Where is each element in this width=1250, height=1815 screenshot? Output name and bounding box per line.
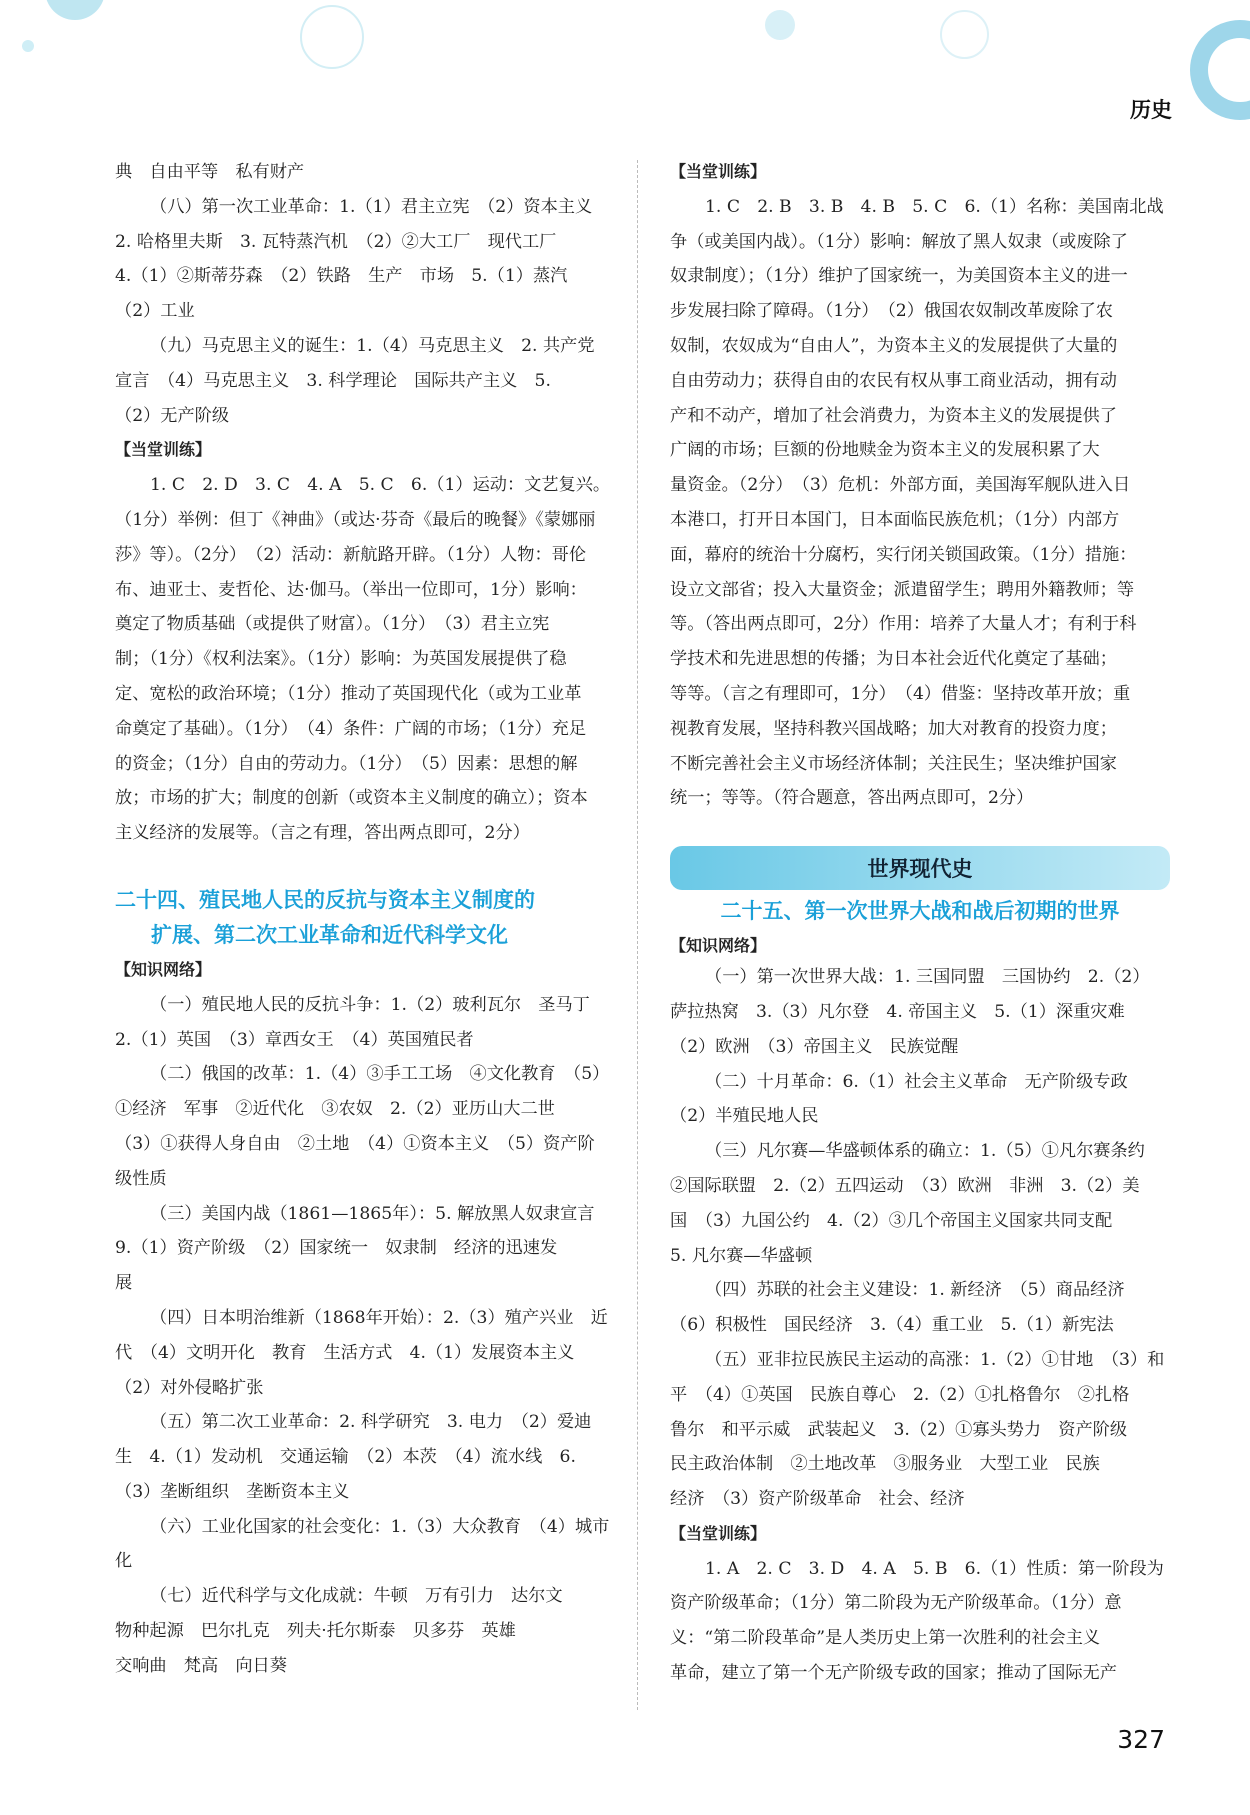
text-line: （2）无产阶级 bbox=[115, 405, 230, 426]
text-line: 制；（1分）《权利法案》。（1分）影响：为英国发展提供了稳 bbox=[115, 649, 567, 670]
text-line: 等。（答出两点即可，2分）作用：培养了大量人才；有利于科 bbox=[670, 614, 1137, 635]
section-heading-cont: 扩展、第二次工业革命和近代科学文化 bbox=[151, 922, 508, 947]
chapter-banner: 世界现代史 bbox=[670, 846, 1170, 890]
left-column bbox=[115, 155, 615, 1684]
text-line: 1. C 2. D 3. C 4. A 5. C 6.（1）运动：文艺复兴。 bbox=[150, 475, 611, 496]
text-line: 革命，建立了第一个无产阶级专政的国家；推动了国际无产 bbox=[670, 1663, 1117, 1684]
text-line: 布、迪亚士、麦哲伦、达·伽马。（举出一位即可，1分）影响： bbox=[115, 579, 587, 600]
text-line: （二）俄国的改革：1.（4）③手工工场 ④文化教育 （5） bbox=[150, 1064, 610, 1085]
text-line: 视教育发展，坚持科教兴国战略；加大对教育的投资力度； bbox=[670, 718, 1117, 739]
page-header-title: 历史 bbox=[1130, 98, 1172, 122]
text-line: （六）工业化国家的社会变化：1.（3）大众教育 （4）城市 bbox=[150, 1516, 610, 1537]
text-line: （二）十月革命：6.（1）社会主义革命 无产阶级专政 bbox=[705, 1071, 1128, 1092]
text-line: 物种起源 巴尔扎克 列夫·托尔斯泰 贝多芬 英雄 bbox=[115, 1621, 516, 1642]
text-line: （九）马克思主义的诞生：1.（4）马克思主义 2. 共产党 bbox=[150, 335, 595, 356]
text-line: ①经济 军事 ②近代化 ③农奴 2.（2）亚历山大二世 bbox=[115, 1099, 555, 1120]
page-number: 327 bbox=[1117, 1725, 1165, 1754]
section-tag: 【知识网络】 bbox=[670, 936, 767, 956]
text-line: 5. 凡尔赛—华盛顿 bbox=[670, 1245, 813, 1266]
text-line: 义：“第二阶段革命”是人类历史上第一次胜利的社会主义 bbox=[670, 1628, 1101, 1649]
decor-dot bbox=[22, 40, 34, 52]
text-line: 9.（1）资产阶级 （2）国家统一 奴隶制 经济的迅速发 bbox=[115, 1238, 558, 1259]
text-line: 资产阶级革命；（1分）第二阶段为无产阶级革命。（1分）意 bbox=[670, 1593, 1122, 1614]
text-line: 化 bbox=[115, 1551, 133, 1572]
text-line: 面，幕府的统治十分腐朽，实行闭关锁国政策。（1分）措施： bbox=[670, 544, 1137, 565]
text-line: 4.（1）②斯蒂芬森 （2）铁路 生产 市场 5.（1）蒸汽 bbox=[115, 266, 568, 287]
text-line: 的资金；（1分）自由的劳动力。（1分） （5）因素：思想的解 bbox=[115, 753, 578, 774]
text-line: 2.（1）英国 （3）章西女王 （4）英国殖民者 bbox=[115, 1029, 474, 1050]
text-line: （五）第二次工业革命：2. 科学研究 3. 电力 （2）爱迪 bbox=[150, 1412, 592, 1433]
text-line: （八）第一次工业革命：1.（1）君主立宪 （2）资本主义 bbox=[150, 196, 593, 217]
text-line: 级性质 bbox=[115, 1168, 167, 1189]
text-line: 定、宽松的政治环境；（1分）推动了英国现代化（或为工业革 bbox=[115, 683, 582, 704]
text-line: （七）近代科学与文化成就：牛顿 万有引力 达尔文 bbox=[150, 1586, 563, 1607]
text-line: 广阔的市场；巨额的份地赎金为资本主义的发展积累了大 bbox=[670, 440, 1100, 461]
text-line: （6）积极性 国民经济 3.（4）重工业 5.（1）新宪法 bbox=[670, 1315, 1114, 1336]
text-line: 代 （4）文明开化 教育 生活方式 4.（1）发展资本主义 bbox=[115, 1342, 575, 1363]
text-line: 命奠定了基础）。（1分） （4）条件：广阔的市场；（1分）充足 bbox=[115, 718, 587, 739]
text-line: 奴制，农奴成为“自由人”，为资本主义的发展提供了大量的 bbox=[670, 335, 1118, 356]
section-heading: 二十四、殖民地人民的反抗与资本主义制度的 bbox=[115, 887, 535, 912]
section-tag: 【知识网络】 bbox=[115, 959, 212, 979]
text-line: 设立文部省；投入大量资金；派遣留学生；聘用外籍教师；等 bbox=[670, 579, 1135, 600]
text-line: 主义经济的发展等。（言之有理，答出两点即可，2分） bbox=[115, 823, 530, 844]
text-line: 平 （4）①英国 民族自尊心 2.（2）①扎格鲁尔 ②扎格 bbox=[670, 1384, 1130, 1405]
text-line: 放；市场的扩大；制度的创新（或资本主义制度的确立）；资本 bbox=[115, 788, 588, 809]
text-line: 学技术和先进思想的传播；为日本社会近代化奠定了基础； bbox=[670, 649, 1117, 670]
text-line: （1分）举例：但丁《神曲》（或达·芬奇《最后的晚餐》《蒙娜丽 bbox=[115, 509, 596, 530]
text-line: 莎》等）。（2分） （2）活动：新航路开辟。（1分）人物：哥伦 bbox=[115, 544, 587, 565]
text-line: 本港口，打开日本国门，日本面临民族危机；（1分）内部方 bbox=[670, 509, 1120, 530]
text-line: （2）工业 bbox=[115, 301, 195, 322]
text-line: 不断完善社会主义市场经济体制；关注民生；坚决维护国家 bbox=[670, 753, 1117, 774]
decor-ring bbox=[940, 10, 989, 59]
column-divider bbox=[637, 160, 638, 1710]
text-line: （四）日本明治维新（1868年开始）：2.（3）殖产兴业 近 bbox=[150, 1307, 608, 1328]
text-line: 萨拉热窝 3.（3）凡尔登 4. 帝国主义 5.（1）深重灾难 bbox=[670, 1001, 1125, 1022]
section-tag: 【当堂训练】 bbox=[670, 1523, 767, 1543]
text-line: （2）欧洲 （3）帝国主义 民族觉醒 bbox=[670, 1036, 959, 1057]
text-line: 奴隶制度）；（1分）维护了国家统一，为美国资本主义的进一 bbox=[670, 266, 1128, 287]
text-line: （2）半殖民地人民 bbox=[670, 1106, 819, 1127]
text-line: 统一；等等。（符合题意，答出两点即可，2分） bbox=[670, 788, 1034, 809]
text-line: （2）对外侵略扩张 bbox=[115, 1377, 264, 1398]
text-line: （一）第一次世界大战：1. 三国同盟 三国协约 2.（2） bbox=[705, 967, 1150, 988]
text-line: 量资金。（2分） （3）危机：外部方面，美国海军舰队进入日 bbox=[670, 475, 1131, 496]
text-line: 等等。（言之有理即可，1分） （4）借鉴：坚持改革开放；重 bbox=[670, 683, 1131, 704]
text-line: 经济 （3）资产阶级革命 社会、经济 bbox=[670, 1489, 965, 1510]
text-line: 产和不动产，增加了社会消费力，为资本主义的发展提供了 bbox=[670, 405, 1117, 426]
text-line: 1. C 2. B 3. B 4. B 5. C 6.（1）名称：美国南北战 bbox=[705, 196, 1164, 217]
text-line: （3）①获得人身自由 ②土地 （4）①资本主义 （5）资产阶 bbox=[115, 1133, 595, 1154]
text-line: （四）苏联的社会主义建设：1. 新经济 （5）商品经济 bbox=[705, 1280, 1125, 1301]
section-tag: 【当堂训练】 bbox=[115, 440, 212, 460]
text-line: 奠定了物质基础（或提供了财富）。（1分） （3）君主立宪 bbox=[115, 614, 550, 635]
section-heading: 二十五、第一次世界大战和战后初期的世界 bbox=[720, 899, 1120, 924]
text-line: 2. 哈格里夫斯 3. 瓦特蒸汽机 （2）②大工厂 现代工厂 bbox=[115, 231, 557, 252]
text-line: 民主政治体制 ②土地改革 ③服务业 大型工业 民族 bbox=[670, 1454, 1100, 1475]
right-column bbox=[670, 155, 1170, 1691]
text-line: 1. A 2. C 3. D 4. A 5. B 6.（1）性质：第一阶段为 bbox=[705, 1558, 1164, 1579]
text-line: ②国际联盟 2.（2）五四运动 （3）欧洲 非洲 3.（2）美 bbox=[670, 1175, 1140, 1196]
text-line: 争（或美国内战）。（1分）影响：解放了黑人奴隶（或废除了 bbox=[670, 231, 1128, 252]
text-line: （三）凡尔赛—华盛顿体系的确立：1.（5）①凡尔赛条约 bbox=[705, 1141, 1145, 1162]
text-line: 自由劳动力；获得自由的农民有权从事工商业活动，拥有动 bbox=[670, 370, 1117, 391]
text-line: 生 4.（1）发动机 交通运输 （2）本茨 （4）流水线 6. bbox=[115, 1447, 576, 1468]
decor-ring bbox=[300, 5, 364, 69]
text-line: 宣言 （4）马克思主义 3. 科学理论 国际共产主义 5. bbox=[115, 370, 551, 391]
text-line: 展 bbox=[115, 1273, 133, 1294]
text-line: （3）垄断组织 垄断资本主义 bbox=[115, 1481, 350, 1502]
text-line: （三）美国内战（1861—1865年）：5. 解放黑人奴隶宣言 bbox=[150, 1203, 595, 1224]
decor-circle bbox=[765, 10, 795, 40]
text-line: 步发展扫除了障碍。（1分） （2）俄国农奴制改革废除了农 bbox=[670, 301, 1113, 322]
text-line: 国 （3）九国公约 4.（2）③几个帝国主义国家共同支配 bbox=[670, 1210, 1113, 1231]
text-line: （一）殖民地人民的反抗斗争：1.（2）玻利瓦尔 圣马丁 bbox=[150, 994, 590, 1015]
text-line: 鲁尔 和平示威 武装起义 3.（2）①寡头势力 资产阶级 bbox=[670, 1419, 1128, 1440]
text-line: 典 自由平等 私有财产 bbox=[115, 162, 305, 182]
section-tag: 【当堂训练】 bbox=[670, 162, 767, 181]
text-line: （五）亚非拉民族民主运动的高涨：1.（2）①甘地 （3）和 bbox=[705, 1349, 1165, 1370]
decor-circle bbox=[45, 0, 105, 20]
text-line: 交响曲 梵高 向日葵 bbox=[115, 1655, 287, 1676]
